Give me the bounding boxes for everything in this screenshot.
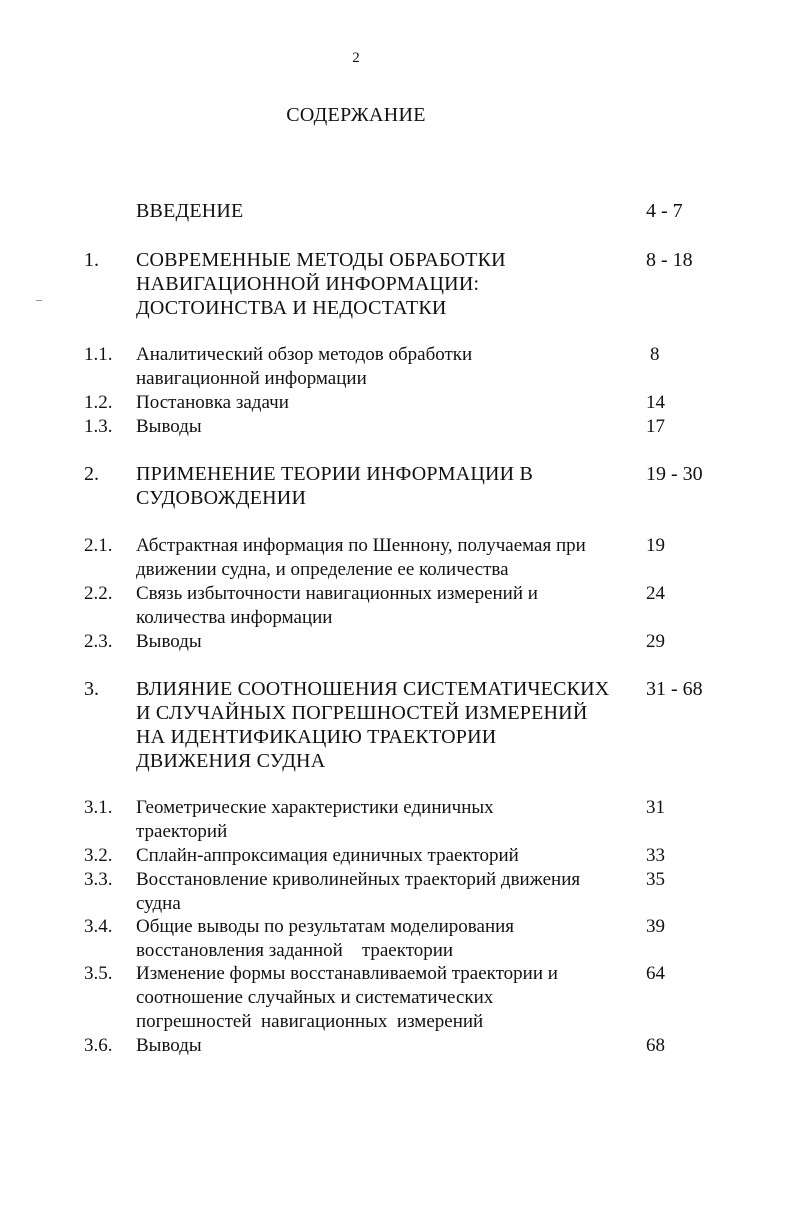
toc-entry-title-line: Выводы [136, 631, 202, 652]
scan-margin-mark [36, 300, 42, 301]
toc-entry-title-line: СОВРЕМЕННЫЕ МЕТОДЫ ОБРАБОТКИ [136, 249, 506, 271]
page-title: СОДЕРЖАНИЕ [286, 104, 426, 126]
toc-entry-pages: 4 - 7 [646, 200, 683, 222]
toc-entry-title-line: ВВЕДЕНИЕ [136, 200, 244, 222]
toc-entry-title-line: Общие выводы по результатам моделирования [136, 916, 515, 937]
toc-entry-title-line: движении судна, и определение ее количества [136, 559, 509, 580]
toc-entry-number: 2.3. [84, 631, 113, 652]
toc-entry-number: 1.2. [84, 392, 113, 413]
toc-entry-title [136, 844, 626, 868]
toc-entry-title [136, 415, 626, 439]
toc-entry-pages: 29 [646, 631, 665, 652]
toc-entry-number: 1.3. [84, 416, 113, 437]
toc-entry-title-line: НАВИГАЦИОННОЙ ИНФОРМАЦИИ: [136, 273, 480, 295]
toc-entry-title-line: ВЛИЯНИЕ СООТНОШЕНИЯ СИСТЕМАТИЧЕСКИХ [136, 678, 610, 700]
toc-entry-title-line: Сплайн-аппроксимация единичных траекторий [136, 845, 519, 866]
toc-entry-title [136, 915, 626, 963]
toc-entry-title-line: Выводы [136, 1035, 202, 1056]
toc-entry-number: 3. [84, 678, 99, 700]
toc-entry-title-line: Изменение формы восстанавливаемой траектории и [136, 963, 558, 984]
toc-entry-pages: 8 [650, 344, 660, 365]
toc-entry-title-line: ДОСТОИНСТВА И НЕДОСТАТКИ [136, 297, 447, 319]
toc-entry-number: 3.6. [84, 1035, 113, 1056]
toc-entry-title-line: количества информации [136, 607, 333, 628]
toc-entry-number: 3.1. [84, 797, 113, 818]
toc-entry-title [136, 1034, 626, 1058]
toc-entry-title [136, 199, 626, 223]
toc-entry-pages: 19 [646, 535, 665, 556]
toc-entry-pages: 8 - 18 [646, 249, 693, 271]
toc-entry-pages: 64 [646, 963, 665, 984]
toc-entry-title [136, 582, 626, 630]
toc-entry-title-line: СУДОВОЖДЕНИИ [136, 487, 307, 509]
toc-entry-pages: 17 [646, 416, 665, 437]
toc-entry-pages: 31 [646, 797, 665, 818]
toc-entry-title [136, 677, 626, 773]
toc-entry-pages: 31 - 68 [646, 678, 703, 700]
toc-entry-title-line: погрешностей навигационных измерений [136, 1011, 484, 1032]
toc-entry-title-line: Геометрические характеристики единичных [136, 797, 494, 818]
toc-entry-pages: 24 [646, 583, 665, 604]
toc-entry-title [136, 796, 626, 844]
toc-entry-number: 2.2. [84, 583, 113, 604]
toc-entry-number: 3.3. [84, 869, 113, 890]
toc-entry-title [136, 248, 626, 320]
toc-entry-title-line: Аналитический обзор методов обработки [136, 344, 473, 365]
toc-entry-title [136, 462, 626, 510]
toc-entry-title-line: навигационной информации [136, 368, 367, 389]
toc-entry-pages: 35 [646, 869, 665, 890]
toc-entry-pages: 68 [646, 1035, 665, 1056]
toc-entry-title-line: соотношение случайных и систематических [136, 987, 494, 1008]
toc-entry-title-line: восстановления заданной траектории [136, 940, 454, 961]
toc-entry-title-line: Восстановление криволинейных траекторий движения [136, 869, 581, 890]
toc-entry-number: 1.1. [84, 344, 113, 365]
toc-entry-pages: 19 - 30 [646, 463, 703, 485]
toc-entry-pages: 39 [646, 916, 665, 937]
toc-entry-title-line: ДВИЖЕНИЯ СУДНА [136, 750, 326, 772]
toc-entry-title-line: Абстрактная информация по Шеннону, получаемая при [136, 535, 586, 556]
toc-entry-number: 2. [84, 463, 99, 485]
toc-entry-number: 3.4. [84, 916, 113, 937]
toc-entry-number: 3.2. [84, 845, 113, 866]
toc-entry-number: 3.5. [84, 963, 113, 984]
toc-entry-number: 2.1. [84, 535, 113, 556]
page-number: 2 [352, 50, 360, 66]
toc-entry-pages: 14 [646, 392, 665, 413]
toc-entry-title [136, 962, 626, 1034]
toc-entry-title-line: Постановка задачи [136, 392, 289, 413]
toc-entry-title-line: траекторий [136, 821, 228, 842]
toc-entry-number: 1. [84, 249, 99, 271]
toc-entry-title [136, 868, 626, 916]
toc-entry-title-line: судна [136, 893, 181, 914]
toc-entry-title-line: НА ИДЕНТИФИКАЦИЮ ТРАЕКТОРИИ [136, 726, 497, 748]
toc-entry-title [136, 534, 626, 582]
toc-entry-pages: 33 [646, 845, 665, 866]
toc-entry-title-line: Связь избыточности навигационных измерений и [136, 583, 538, 604]
toc-entry-title [136, 343, 626, 391]
toc-entry-title [136, 391, 626, 415]
toc-entry-title-line: И СЛУЧАЙНЫХ ПОГРЕШНОСТЕЙ ИЗМЕРЕНИЙ [136, 702, 588, 724]
toc-entry-title [136, 630, 626, 654]
toc-entry-title-line: Выводы [136, 416, 202, 437]
toc-entry-title-line: ПРИМЕНЕНИЕ ТЕОРИИ ИНФОРМАЦИИ В [136, 463, 534, 485]
